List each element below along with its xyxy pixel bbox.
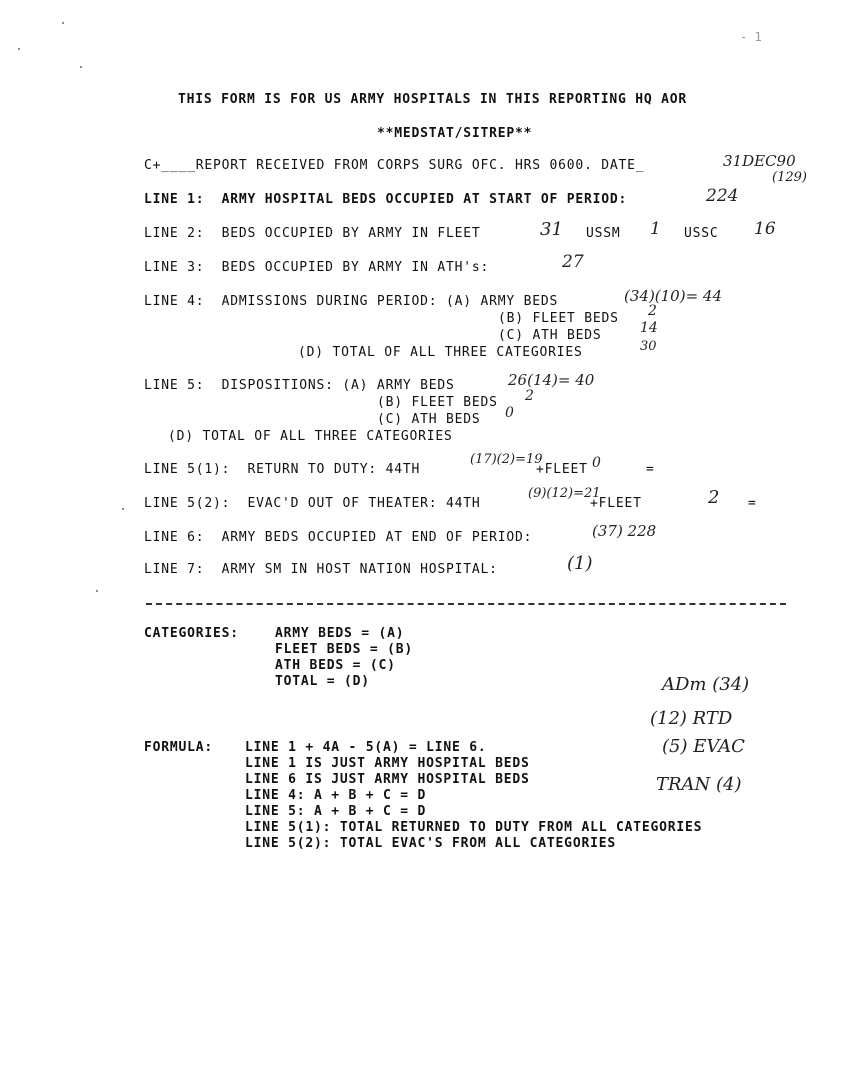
line-6 [144, 530, 532, 545]
line-4-d-text: (D) TOTAL OF ALL THREE CATEGORIES [298, 345, 583, 360]
line-5 [144, 378, 455, 393]
report-received-text: C+____REPORT RECEIVED FROM CORPS SURG OFC. HRS 0600. DATE_ [144, 158, 645, 173]
line-2-ussm-label: USSM [586, 226, 621, 241]
category-item: FLEET BEDS = (B) [275, 642, 414, 657]
line-2-text: BEDS OCCUPIED BY ARMY IN FLEET [221, 226, 481, 241]
line-1-value: 224 [706, 186, 739, 206]
line-4-text: ADMISSIONS DURING PERIOD: (A) ARMY BEDS [221, 294, 559, 309]
line-5-c-value: 0 [505, 405, 514, 421]
line-7-label: LINE 7: [144, 562, 205, 577]
category-item: ATH BEDS = (C) [275, 658, 396, 673]
line-2-label: LINE 2: [144, 226, 205, 241]
line-5-2 [144, 496, 480, 511]
line-2-fleet-value: 31 [540, 219, 563, 240]
line-5-d-text: (D) TOTAL OF ALL THREE CATEGORIES [168, 429, 453, 444]
line-5-1-eq: = [646, 462, 655, 477]
line-4-c-value: 14 [640, 320, 658, 336]
line-5-a-value: 26(14)= 40 [508, 371, 595, 389]
line-6-label: LINE 6: [144, 530, 205, 545]
line-5-label: LINE 5: [144, 378, 205, 393]
line-5-b-text: (B) FLEET BEDS [377, 395, 498, 410]
formula-item: LINE 6 IS JUST ARMY HOSPITAL BEDS [245, 772, 530, 787]
formula-item: LINE 5(2): TOTAL EVAC'S FROM ALL CATEGORIES [245, 836, 616, 851]
line-7-text: ARMY SM IN HOST NATION HOSPITAL: [221, 562, 507, 577]
note-tran: TRAN (4) [656, 774, 742, 795]
page-number: - 1 [740, 30, 762, 44]
report-date-value: 31DEC90 [723, 152, 796, 170]
formula-label: FORMULA: [144, 740, 214, 755]
formula-item: LINE 1 IS JUST ARMY HOSPITAL BEDS [245, 756, 530, 771]
line-1 [144, 192, 636, 207]
form-title: THIS FORM IS FOR US ARMY HOSPITALS IN THIS REPORTING HQ AOR [178, 92, 687, 107]
line-5-b-value: 2 [525, 388, 534, 404]
category-item: ARMY BEDS = (A) [275, 626, 405, 641]
line-5-2-text: EVAC'D OUT OF THEATER: 44TH [247, 496, 481, 511]
line-5-2-44th-value: (9)(12)=21 [528, 486, 601, 501]
line-7-value: (1) [567, 553, 593, 574]
scan-speck [18, 48, 20, 50]
line-5-1-44th-value: (17)(2)=19 [470, 452, 543, 467]
line-4-a-value: (34)(10)= 44 [624, 287, 723, 305]
form-subtitle: **MEDSTAT/SITREP** [377, 126, 533, 141]
line-3-label: LINE 3: [144, 260, 205, 275]
categories-label: CATEGORIES: [144, 626, 239, 641]
line-3-text: BEDS OCCUPIED BY ARMY IN ATH's: [221, 260, 498, 275]
line-6-text: ARMY BEDS OCCUPIED AT END OF PERIOD: [221, 530, 533, 545]
line-4 [144, 294, 558, 309]
line-5-1-fleet-value: 0 [592, 455, 601, 471]
scan-speck [96, 590, 98, 592]
report-received-line [144, 158, 644, 173]
line-2-ussm-value: 1 [650, 219, 661, 239]
line-4-d-value: 30 [640, 339, 657, 354]
line-2-ussc-label: USSC [684, 226, 719, 241]
line-5-1-fleet-text: +FLEET [536, 462, 588, 477]
scan-speck [62, 22, 64, 24]
line-5-1-text: RETURN TO DUTY: 44TH [247, 462, 421, 477]
line-3-value: 27 [562, 252, 584, 272]
report-date-note: (129) [772, 170, 807, 185]
line-5-2-fleet-text: +FLEET [590, 496, 642, 511]
line-1-label: LINE 1: [144, 192, 205, 207]
line-5-c-text: (C) ATH BEDS [377, 412, 481, 427]
scan-speck [80, 66, 82, 68]
scan-speck [122, 508, 124, 510]
line-7 [144, 562, 506, 577]
line-4-b-value: 2 [648, 303, 657, 319]
line-2 [144, 226, 480, 241]
note-evac: (5) EVAC [662, 736, 745, 757]
section-divider [146, 603, 786, 605]
formula-item: LINE 5(1): TOTAL RETURNED TO DUTY FROM ALL CATEGORIES [245, 820, 703, 835]
line-5-2-fleet-value: 2 [708, 487, 720, 508]
line-5-1-label: LINE 5(1): [144, 462, 231, 477]
formula-item: LINE 1 + 4A - 5(A) = LINE 6. [245, 740, 487, 755]
note-adm: ADm (34) [662, 674, 750, 695]
line-5-text: DISPOSITIONS: (A) ARMY BEDS [221, 378, 455, 393]
line-3 [144, 260, 498, 275]
formula-item: LINE 4: A + B + C = D [245, 788, 427, 803]
line-4-c-text: (C) ATH BEDS [498, 328, 602, 343]
note-rtd: (12) RTD [650, 708, 733, 729]
line-5-1 [144, 462, 420, 477]
line-5-2-eq: = [748, 496, 757, 511]
line-1-text: ARMY HOSPITAL BEDS OCCUPIED AT START OF PERIOD: [221, 192, 636, 207]
line-4-b-text: (B) FLEET BEDS [498, 311, 619, 326]
category-item: TOTAL = (D) [275, 674, 370, 689]
line-4-label: LINE 4: [144, 294, 205, 309]
line-6-value: (37) 228 [592, 522, 657, 540]
line-2-ussc-value: 16 [754, 219, 776, 239]
line-5-2-label: LINE 5(2): [144, 496, 231, 511]
formula-item: LINE 5: A + B + C = D [245, 804, 427, 819]
